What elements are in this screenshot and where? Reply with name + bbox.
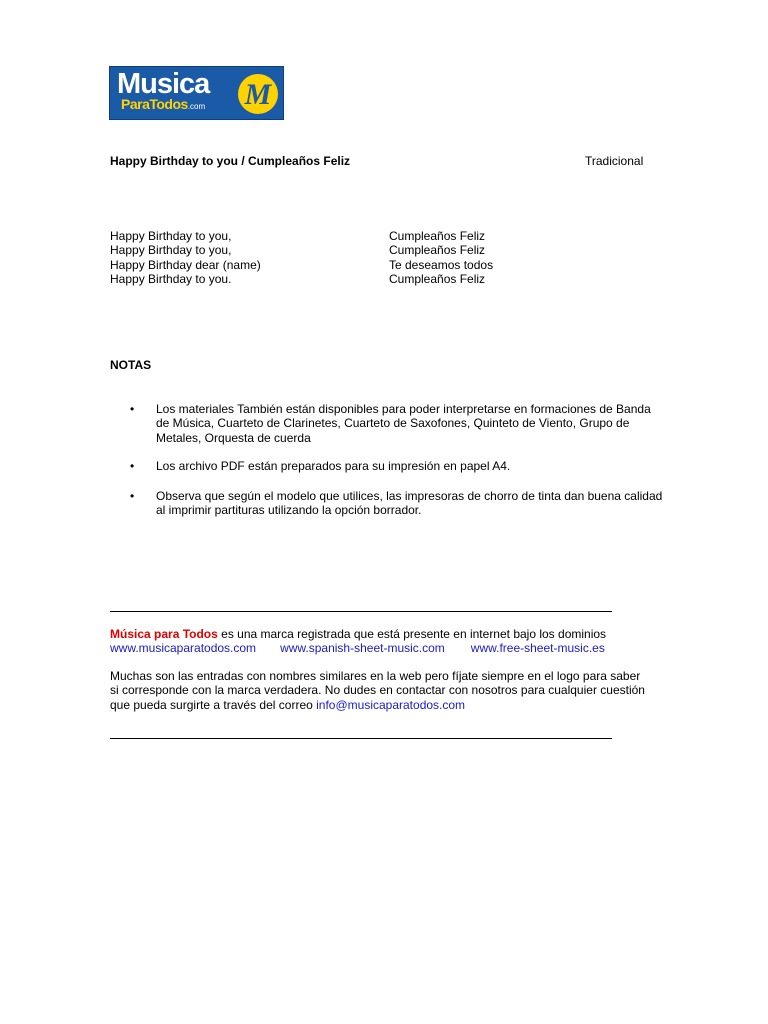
- lyric-line: Happy Birthday to you,: [110, 243, 232, 258]
- lyric-line: Te deseamos todos: [389, 257, 494, 272]
- domain-links: [110, 641, 605, 655]
- note-item: Los archivo PDF están preparados para su impresión en papel A4.: [156, 459, 511, 473]
- brand-name: Música para Todos: [110, 627, 218, 641]
- logo-monogram-icon: [237, 73, 279, 115]
- logo-sub-suffix: .com: [187, 102, 206, 111]
- bullet-icon: •: [130, 489, 135, 503]
- divider: [110, 738, 612, 739]
- lyric-line: Cumpleaños Feliz: [389, 243, 486, 258]
- logo-subtitle: [121, 96, 205, 115]
- brand-statement: [110, 627, 606, 641]
- link-musicaparatodos[interactable]: www.musicaparatodos.com: [110, 641, 257, 655]
- lyric-line: Cumpleaños Feliz: [389, 229, 486, 243]
- logo-monogram-text: M: [244, 78, 272, 111]
- email-link[interactable]: info@musicaparatodos.com: [316, 697, 466, 712]
- bullet-icon: •: [130, 459, 135, 473]
- contact-paragraph: [110, 669, 650, 712]
- divider: [110, 611, 612, 612]
- song-author: Tradicional: [585, 154, 644, 168]
- notes-heading: NOTAS: [110, 358, 152, 372]
- logo-sub-text: ParaTodos: [121, 96, 188, 112]
- lyrics-spanish: [389, 229, 493, 286]
- logo-word: Musica: [117, 68, 210, 100]
- bullet-icon: •: [130, 402, 135, 416]
- link-free-sheet-music[interactable]: www.free-sheet-music.es: [470, 641, 605, 655]
- link-spanish-sheet-music[interactable]: www.spanish-sheet-music.com: [280, 641, 445, 655]
- lyric-line: Cumpleaños Feliz: [389, 271, 486, 286]
- lyric-line: Happy Birthday to you.: [110, 271, 232, 286]
- note-item: Los materiales También están disponibles para poder interpretarse en formaciones de Banda de Música, Cuarteto de Clarinetes, Cuarteto de Saxofones, Quinteto de Viento, Grupo de Metales, Orquesta de cuerda: [156, 402, 651, 445]
- lyric-line: Happy Birthday dear (name): [110, 257, 261, 272]
- contact-text: Muchas son las entradas con nombres similares en la web pero fíjate siempre en el logo para saber si corresponde con la marca verdadera. No dudes en contactar con nosotros para cualquier cuestión que pueda surgirte a través del correo: [110, 669, 645, 712]
- lyrics-english: [110, 229, 261, 286]
- song-title: Happy Birthday to you / Cumpleaños Feliz: [110, 154, 351, 168]
- brand-logo: [109, 66, 284, 120]
- note-item: Observa que según el modelo que utilices, las impresoras de chorro de tinta dan buena calidad al imprimir partituras utilizando la opción borrador.: [156, 489, 663, 518]
- brand-statement-text: es una marca registrada que está presente en internet bajo los dominios: [217, 627, 607, 641]
- lyric-line: Happy Birthday to you,: [110, 229, 232, 243]
